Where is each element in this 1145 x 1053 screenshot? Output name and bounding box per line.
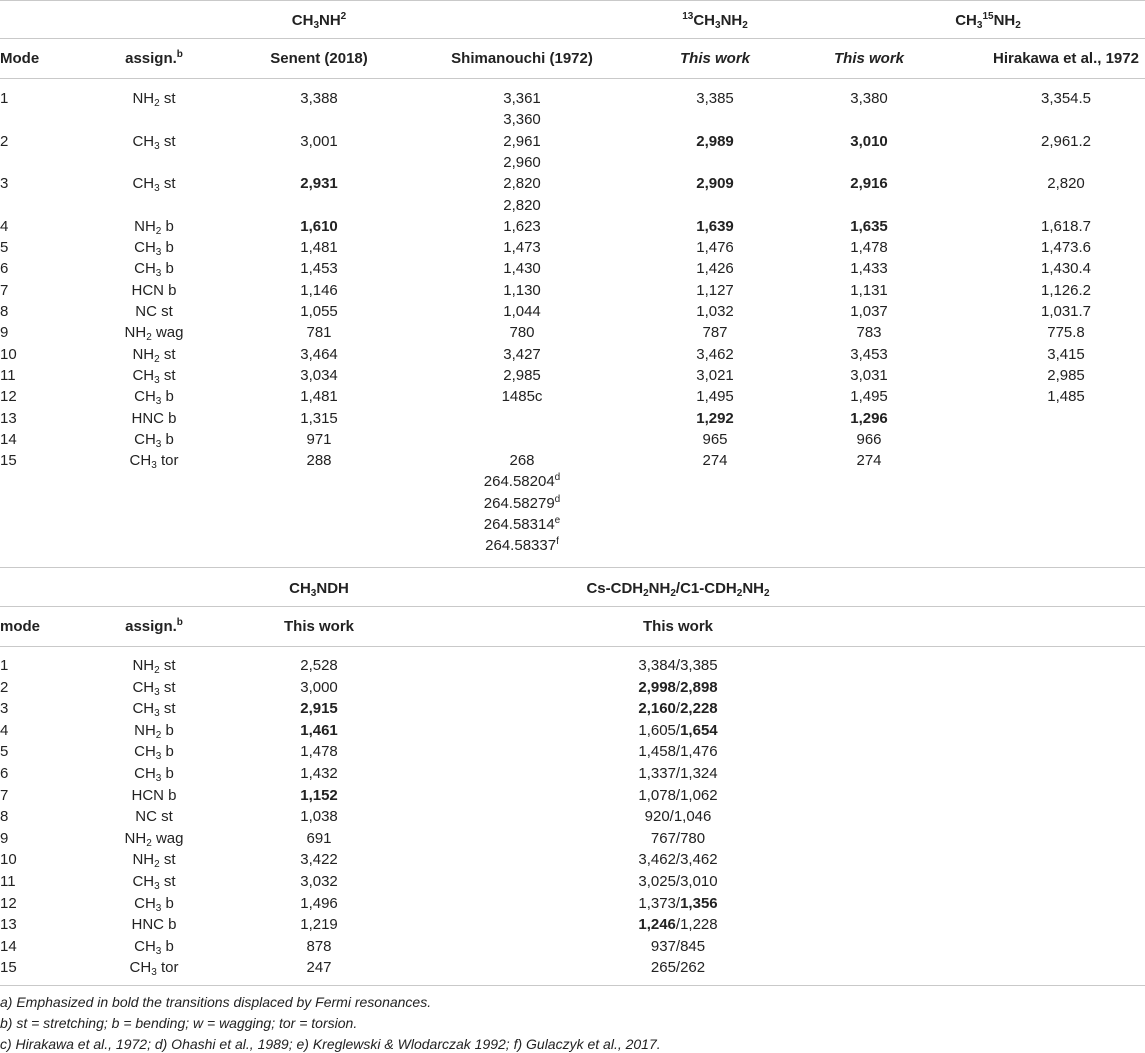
c13-this-work-cell: 1,127 — [696, 281, 734, 299]
footnote-c: c) Hirakawa et al., 1972; d) Ohashi et al., 1989; e) Kreglewski & Wlodarczak 1992; f) Gulaczyk et al., 2017. — [0, 1036, 661, 1052]
assign-cell: $CH_3$ b — [134, 430, 174, 450]
cdh2nh2-cell: 265/262 — [650, 959, 706, 977]
c13-this-work-cell: 274 — [702, 452, 728, 470]
ch3ndh-cell: 1,496 — [300, 894, 338, 912]
n15-this-work-cell: 1,296 — [850, 409, 888, 427]
assign-cell: HCN b — [131, 281, 177, 299]
assign-cell: $CH_3$ st — [132, 678, 176, 698]
mode-cell: 7 — [0, 786, 9, 804]
t1-group-ch3nh2: $CH_3NH^2$ — [291, 11, 347, 31]
assign-cell: $NH_2$ st — [132, 90, 176, 109]
c13-this-work-cell: 2,909 — [696, 175, 734, 193]
shimanouchi-cell: 268 — [509, 452, 535, 470]
senent-cell: 1,453 — [300, 260, 338, 278]
mode-cell: 3 — [0, 700, 9, 718]
mode-cell: 12 — [0, 388, 17, 406]
mode-cell: 12 — [0, 894, 17, 912]
c13-this-work-cell: 787 — [702, 324, 728, 342]
c13-this-work-cell: 1,426 — [696, 260, 734, 278]
t2-col-this-work-cdh: This work — [642, 618, 714, 635]
n15-this-work-cell: 3,453 — [850, 345, 888, 363]
cdh2nh2-cell: 1,373/1,356 — [638, 894, 718, 912]
mode-cell: 6 — [0, 260, 9, 278]
assign-cell: $CH_3$ st — [132, 175, 176, 195]
assign-cell: $CH_3$ tor — [129, 452, 179, 472]
table-2-bottom-rule — [0, 985, 1145, 986]
t1-group-13ch3nh2: $^{13}CH_3NH_2$ — [682, 11, 748, 31]
senent-cell: 1,481 — [300, 388, 338, 406]
cdh2nh2-cell: 2,998/2,898 — [638, 678, 718, 696]
assign-cell: $CH_3$ st — [132, 366, 176, 386]
shimanouchi-cell: 2,985 — [503, 366, 541, 384]
assign-cell: NC st — [135, 303, 173, 320]
cdh2nh2-cell: 1,078/1,062 — [638, 786, 718, 804]
n15-this-work-cell: 1,635 — [850, 217, 888, 235]
t1-col-mode: Mode — [0, 50, 40, 67]
hirakawa-cell: 3,354.5 — [1040, 90, 1092, 107]
t2-group-ch3ndh: $CH_3NDH$ — [289, 580, 349, 599]
cdh2nh2-cell: 3,025/3,010 — [638, 873, 718, 890]
senent-cell: 781 — [306, 324, 332, 342]
t1-col-shimanouchi: Shimanouchi (1972) — [451, 50, 593, 67]
senent-cell: 2,931 — [300, 175, 338, 193]
senent-cell: 3,388 — [300, 90, 338, 107]
assign-cell: $CH_3$ b — [134, 765, 174, 784]
ch3ndh-cell: 1,219 — [300, 916, 338, 934]
shimanouchi-cell: 2,961 — [503, 132, 541, 150]
assign-cell: $NH_2$ wag — [124, 829, 184, 849]
hirakawa-cell: 1,618.7 — [1040, 217, 1092, 235]
shimanouchi-cell: 2,960 — [503, 153, 541, 171]
mode-cell: 1 — [0, 657, 9, 674]
ch3ndh-cell: 878 — [306, 937, 332, 955]
n15-this-work-cell: 2,916 — [850, 175, 888, 193]
assign-cell: NC st — [135, 808, 173, 826]
mode-cell: 4 — [0, 721, 9, 739]
mode-cell: 5 — [0, 743, 9, 761]
mode-cell: 10 — [0, 345, 17, 363]
hirakawa-cell: 2,820 — [1047, 175, 1085, 193]
footnote-b: b) st = stretching; b = bending; w = wagging; tor = torsion. — [0, 1015, 358, 1031]
n15-this-work-cell: 1,037 — [850, 303, 888, 320]
cdh2nh2-cell: 937/845 — [650, 937, 706, 955]
senent-cell: 3,001 — [300, 132, 338, 150]
ch3ndh-cell: 247 — [306, 959, 332, 977]
assign-cell: $CH_3$ b — [134, 894, 174, 914]
shimanouchi-cell: 2,820 — [503, 175, 541, 193]
t2-col-mode: mode — [0, 618, 41, 635]
senent-cell: 1,315 — [300, 409, 338, 427]
hirakawa-cell: 3,415 — [1047, 345, 1085, 363]
shimanouchi-cell: 1485c — [501, 388, 543, 406]
mode-cell: 6 — [0, 765, 9, 782]
c13-this-work-cell: 1,495 — [696, 388, 734, 406]
c13-this-work-cell: 3,462 — [696, 345, 734, 363]
n15-this-work-cell: 783 — [856, 324, 882, 342]
senent-cell: 3,034 — [300, 366, 338, 384]
t2-group-cdh2nh2: $Cs-CDH_2NH_2/C1-CDH_2NH_2$ — [586, 580, 770, 599]
ch3ndh-cell: 3,422 — [300, 851, 338, 869]
mode-cell: 8 — [0, 303, 9, 320]
n15-this-work-cell: 274 — [856, 452, 882, 470]
cdh2nh2-cell: 2,160/2,228 — [638, 700, 718, 718]
mode-cell: 11 — [0, 366, 16, 384]
mode-cell: 15 — [0, 452, 17, 470]
shimanouchi-cell: 2,820 — [503, 196, 541, 214]
shimanouchi-cell: 780 — [509, 324, 535, 342]
assign-cell: $CH_3$ st — [132, 700, 176, 720]
t2-col-this-work-ndh: This work — [283, 618, 355, 635]
c13-this-work-cell: 1,292 — [696, 409, 734, 427]
n15-this-work-cell: 3,010 — [850, 132, 888, 150]
shimanouchi-cell: 3,427 — [503, 345, 541, 363]
cdh2nh2-cell: 767/780 — [650, 829, 706, 847]
assign-cell: $NH_2$ b — [134, 217, 174, 237]
ch3ndh-cell: 2,528 — [300, 657, 338, 674]
hirakawa-cell: 1,031.7 — [1040, 303, 1092, 320]
cdh2nh2-cell: 920/1,046 — [644, 808, 712, 826]
shimanouchi-cell: 1,044 — [503, 303, 541, 320]
hirakawa-cell: 1,126.2 — [1040, 281, 1092, 299]
assign-cell: HCN b — [131, 786, 177, 804]
mode-cell: 10 — [0, 851, 17, 869]
mode-cell: 13 — [0, 916, 17, 934]
senent-cell: 1,055 — [300, 303, 338, 320]
mode-cell: 13 — [0, 409, 17, 427]
ch3ndh-cell: 3,032 — [300, 873, 338, 890]
mode-cell: 14 — [0, 430, 17, 448]
hirakawa-cell: 1,485 — [1047, 388, 1085, 406]
hirakawa-cell: 775.8 — [1047, 324, 1085, 342]
shimanouchi-cell: 1,473 — [503, 239, 541, 257]
n15-this-work-cell: 1,478 — [850, 239, 888, 257]
mode-cell: 8 — [0, 808, 9, 826]
t2-header-rule-1 — [0, 606, 1145, 607]
c13-this-work-cell: 965 — [702, 430, 728, 448]
ch3ndh-cell: 1,038 — [300, 808, 338, 826]
mode-cell: 9 — [0, 324, 9, 342]
mode-cell: 9 — [0, 829, 9, 847]
assign-cell: $NH_2$ wag — [124, 324, 184, 344]
ch3ndh-cell: 1,432 — [300, 765, 338, 782]
assign-cell: $CH_3$ b — [134, 260, 174, 280]
assign-cell: $CH_3$ b — [134, 239, 174, 259]
senent-cell: 288 — [306, 452, 332, 470]
mode-cell: 2 — [0, 678, 9, 696]
t1-col-senent: Senent (2018) — [270, 50, 368, 67]
assign-cell: $NH_2$ b — [134, 721, 174, 741]
shimanouchi-cell: 1,430 — [503, 260, 541, 278]
mode-cell: 15 — [0, 959, 17, 977]
ch3ndh-cell: 1,478 — [300, 743, 338, 761]
n15-this-work-cell: 3,380 — [850, 90, 888, 107]
mode-cell: 14 — [0, 937, 17, 955]
n15-this-work-cell: 1,433 — [850, 260, 888, 278]
mode-cell: 3 — [0, 175, 9, 193]
assign-cell: $CH_3$ b — [134, 388, 174, 408]
n15-this-work-cell: 1,131 — [850, 281, 888, 299]
mode-cell: 7 — [0, 281, 9, 299]
mode-cell: 5 — [0, 239, 9, 257]
ch3ndh-cell: 1,152 — [300, 786, 338, 804]
assign-cell: $NH_2$ st — [132, 657, 176, 676]
senent-cell: 1,481 — [300, 239, 338, 257]
ch3ndh-cell: 2,915 — [300, 700, 338, 718]
assign-cell: $CH_3$ b — [134, 743, 174, 763]
hirakawa-cell: 1,473.6 — [1040, 239, 1092, 257]
cdh2nh2-cell: 3,462/3,462 — [638, 851, 718, 869]
ch3ndh-cell: 1,461 — [300, 721, 338, 739]
shimanouchi-cell: 264.58314e — [483, 515, 561, 533]
n15-this-work-cell: 3,031 — [850, 366, 888, 384]
t2-col-assign: assign.$^b$ — [125, 617, 183, 635]
t1-col-assign: assign.$^b$ — [125, 49, 183, 67]
shimanouchi-cell: 3,360 — [503, 111, 541, 129]
senent-cell: 1,146 — [300, 281, 338, 299]
mode-cell: 2 — [0, 132, 9, 150]
c13-this-work-cell: 1,639 — [696, 217, 734, 235]
assign-cell: $CH_3$ st — [132, 873, 176, 892]
c13-this-work-cell: 2,989 — [696, 132, 734, 150]
c13-this-work-cell: 1,476 — [696, 239, 734, 257]
shimanouchi-cell: 264.58279$^d$ — [483, 493, 561, 512]
senent-cell: 3,464 — [300, 345, 338, 363]
shimanouchi-cell: 1,130 — [503, 281, 541, 299]
mode-cell: 11 — [0, 873, 16, 890]
t1-col-this-work-13c: This work — [679, 50, 751, 67]
cdh2nh2-cell: 3,384/3,385 — [638, 657, 718, 674]
n15-this-work-cell: 1,495 — [850, 388, 888, 406]
cdh2nh2-cell: 1,337/1,324 — [638, 765, 718, 782]
assign-cell: $NH_2$ st — [132, 851, 176, 871]
senent-cell: 1,610 — [300, 217, 338, 235]
ch3ndh-cell: 691 — [306, 829, 332, 847]
shimanouchi-cell: 3,361 — [503, 90, 541, 107]
t1-group-ch315nh2: $CH_3^{15}NH_2$ — [955, 11, 1021, 31]
footnote-a: a) Emphasized in bold the transitions displaced by Fermi resonances. — [0, 994, 432, 1010]
mode-cell: 4 — [0, 217, 9, 235]
ch3ndh-cell: 3,000 — [300, 678, 338, 696]
cdh2nh2-cell: 1,605/1,654 — [638, 721, 718, 739]
senent-cell: 971 — [306, 430, 332, 448]
t2-header-rule-2 — [0, 646, 1145, 647]
cdh2nh2-cell: 1,246/1,228 — [638, 916, 718, 934]
c13-this-work-cell: 1,032 — [696, 303, 734, 320]
shimanouchi-cell: 264.58337$^f$ — [485, 536, 559, 555]
t1-col-this-work-15n: This work — [833, 50, 905, 67]
shimanouchi-cell: 1,623 — [503, 217, 541, 235]
t1-col-hirakawa: Hirakawa et al., 1972 — [993, 50, 1139, 67]
c13-this-work-cell: 3,385 — [696, 90, 734, 107]
hirakawa-cell: 2,961.2 — [1040, 132, 1092, 150]
assign-cell: $CH_3$ tor — [129, 959, 179, 979]
cdh2nh2-cell: 1,458/1,476 — [638, 743, 718, 761]
hirakawa-cell: 2,985 — [1047, 366, 1085, 384]
assign-cell: $CH_3$ b — [134, 937, 174, 957]
c13-this-work-cell: 3,021 — [696, 366, 734, 384]
assign-cell: $CH_3$ st — [132, 132, 176, 152]
mode-cell: 1 — [0, 90, 9, 107]
n15-this-work-cell: 966 — [856, 430, 882, 448]
hirakawa-cell: 1,430.4 — [1040, 260, 1092, 278]
assign-cell: HNC b — [131, 409, 177, 427]
assign-cell: HNC b — [131, 916, 177, 934]
assign-cell: $NH_2$ st — [132, 345, 176, 365]
shimanouchi-cell: 264.58204$^d$ — [483, 472, 561, 491]
